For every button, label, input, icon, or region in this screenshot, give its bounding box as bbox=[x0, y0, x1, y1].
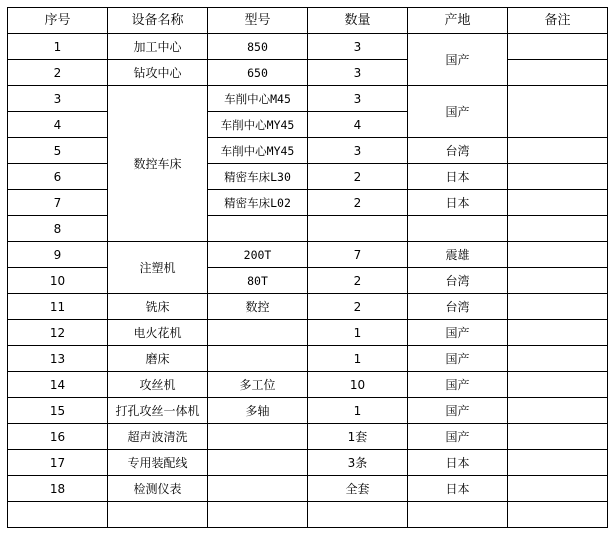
cell-origin: 日本 bbox=[408, 476, 508, 502]
cell-model: 精密车床L02 bbox=[208, 190, 308, 216]
cell-model bbox=[208, 476, 308, 502]
cell-model: 数控 bbox=[208, 294, 308, 320]
cell-qty: 2 bbox=[308, 190, 408, 216]
cell-seq: 16 bbox=[8, 424, 108, 450]
table-row bbox=[8, 216, 608, 242]
table-row bbox=[8, 346, 608, 372]
cell-name: 注塑机 bbox=[108, 242, 208, 294]
table-row bbox=[8, 320, 608, 346]
cell-seq: 3 bbox=[8, 86, 108, 112]
cell-origin: 台湾 bbox=[408, 138, 508, 164]
cell-qty: 3 bbox=[308, 138, 408, 164]
cell-name: 超声波清洗 bbox=[108, 424, 208, 450]
cell-model: 车削中心M45 bbox=[208, 86, 308, 112]
cell-remark bbox=[508, 60, 608, 86]
cell-name: 电火花机 bbox=[108, 320, 208, 346]
cell-origin: 震雄 bbox=[408, 242, 508, 268]
cell-model bbox=[208, 450, 308, 476]
cell-qty: 1 bbox=[308, 320, 408, 346]
cell-qty: 全套 bbox=[308, 476, 408, 502]
cell-empty bbox=[108, 502, 208, 528]
cell-seq: 5 bbox=[8, 138, 108, 164]
header-seq: 序号 bbox=[8, 8, 108, 34]
cell-origin: 国产 bbox=[408, 34, 508, 86]
cell-seq: 8 bbox=[8, 216, 108, 242]
cell-model: 车削中心MY45 bbox=[208, 138, 308, 164]
table-row bbox=[8, 138, 608, 164]
cell-model: 80T bbox=[208, 268, 308, 294]
cell-remark bbox=[508, 294, 608, 320]
header-origin: 产地 bbox=[408, 8, 508, 34]
cell-remark bbox=[508, 216, 608, 242]
cell-model: 650 bbox=[208, 60, 308, 86]
cell-qty: 3条 bbox=[308, 450, 408, 476]
cell-model: 车削中心MY45 bbox=[208, 112, 308, 138]
cell-name: 攻丝机 bbox=[108, 372, 208, 398]
cell-origin: 日本 bbox=[408, 190, 508, 216]
header-qty: 数量 bbox=[308, 8, 408, 34]
cell-qty: 10 bbox=[308, 372, 408, 398]
cell-remark bbox=[508, 242, 608, 268]
cell-model bbox=[208, 346, 308, 372]
cell-origin: 国产 bbox=[408, 398, 508, 424]
cell-name: 磨床 bbox=[108, 346, 208, 372]
cell-qty: 1 bbox=[308, 346, 408, 372]
cell-remark bbox=[508, 372, 608, 398]
cell-name: 加工中心 bbox=[108, 34, 208, 60]
cell-model: 多工位 bbox=[208, 372, 308, 398]
cell-origin bbox=[408, 216, 508, 242]
cell-remark bbox=[508, 268, 608, 294]
cell-qty: 1套 bbox=[308, 424, 408, 450]
cell-origin: 国产 bbox=[408, 86, 508, 138]
cell-seq: 14 bbox=[8, 372, 108, 398]
cell-model: 850 bbox=[208, 34, 308, 60]
table-row bbox=[8, 450, 608, 476]
cell-model bbox=[208, 216, 308, 242]
cell-qty: 2 bbox=[308, 268, 408, 294]
cell-seq: 18 bbox=[8, 476, 108, 502]
cell-remark bbox=[508, 476, 608, 502]
cell-qty bbox=[308, 216, 408, 242]
cell-model bbox=[208, 320, 308, 346]
cell-origin: 国产 bbox=[408, 372, 508, 398]
cell-qty: 1 bbox=[308, 398, 408, 424]
table-row bbox=[8, 372, 608, 398]
cell-qty: 7 bbox=[308, 242, 408, 268]
cell-seq: 17 bbox=[8, 450, 108, 476]
cell-remark bbox=[508, 190, 608, 216]
cell-seq: 1 bbox=[8, 34, 108, 60]
cell-origin: 日本 bbox=[408, 164, 508, 190]
cell-seq: 7 bbox=[8, 190, 108, 216]
cell-remark bbox=[508, 138, 608, 164]
cell-origin: 国产 bbox=[408, 320, 508, 346]
table-row bbox=[8, 86, 608, 112]
table-row bbox=[8, 476, 608, 502]
table-row bbox=[8, 424, 608, 450]
cell-seq: 13 bbox=[8, 346, 108, 372]
table-row bbox=[8, 242, 608, 268]
cell-remark bbox=[508, 164, 608, 190]
cell-name: 打孔攻丝一体机 bbox=[108, 398, 208, 424]
cell-origin: 日本 bbox=[408, 450, 508, 476]
table-row bbox=[8, 190, 608, 216]
cell-qty: 2 bbox=[308, 294, 408, 320]
cell-seq: 15 bbox=[8, 398, 108, 424]
cell-empty bbox=[508, 502, 608, 528]
cell-remark bbox=[508, 86, 608, 138]
cell-model: 200T bbox=[208, 242, 308, 268]
cell-seq: 2 bbox=[8, 60, 108, 86]
cell-origin: 国产 bbox=[408, 346, 508, 372]
empty-row bbox=[8, 502, 608, 528]
header-model: 型号 bbox=[208, 8, 308, 34]
cell-qty: 3 bbox=[308, 60, 408, 86]
table-row bbox=[8, 294, 608, 320]
cell-qty: 3 bbox=[308, 86, 408, 112]
cell-seq: 6 bbox=[8, 164, 108, 190]
header-name: 设备名称 bbox=[108, 8, 208, 34]
cell-origin: 国产 bbox=[408, 424, 508, 450]
equipment-table bbox=[7, 7, 608, 528]
table-row bbox=[8, 398, 608, 424]
table-row bbox=[8, 164, 608, 190]
cell-qty: 2 bbox=[308, 164, 408, 190]
cell-name: 钻攻中心 bbox=[108, 60, 208, 86]
cell-origin: 台湾 bbox=[408, 268, 508, 294]
cell-empty bbox=[8, 502, 108, 528]
cell-seq: 12 bbox=[8, 320, 108, 346]
cell-name: 专用装配线 bbox=[108, 450, 208, 476]
cell-remark bbox=[508, 398, 608, 424]
cell-seq: 10 bbox=[8, 268, 108, 294]
cell-model: 精密车床L30 bbox=[208, 164, 308, 190]
cell-model bbox=[208, 424, 308, 450]
cell-remark bbox=[508, 34, 608, 60]
cell-empty bbox=[408, 502, 508, 528]
cell-remark bbox=[508, 424, 608, 450]
cell-empty bbox=[308, 502, 408, 528]
cell-empty bbox=[208, 502, 308, 528]
cell-seq: 11 bbox=[8, 294, 108, 320]
cell-model: 多轴 bbox=[208, 398, 308, 424]
header-remark: 备注 bbox=[508, 8, 608, 34]
cell-qty: 4 bbox=[308, 112, 408, 138]
cell-remark bbox=[508, 346, 608, 372]
cell-seq: 9 bbox=[8, 242, 108, 268]
cell-remark bbox=[508, 320, 608, 346]
table-row bbox=[8, 268, 608, 294]
cell-seq: 4 bbox=[8, 112, 108, 138]
cell-origin: 台湾 bbox=[408, 294, 508, 320]
table-row bbox=[8, 34, 608, 60]
table-row bbox=[8, 60, 608, 86]
cell-name: 检测仪表 bbox=[108, 476, 208, 502]
cell-qty: 3 bbox=[308, 34, 408, 60]
header-row bbox=[8, 8, 608, 34]
cell-name: 铣床 bbox=[108, 294, 208, 320]
cell-remark bbox=[508, 450, 608, 476]
cell-name: 数控车床 bbox=[108, 86, 208, 242]
